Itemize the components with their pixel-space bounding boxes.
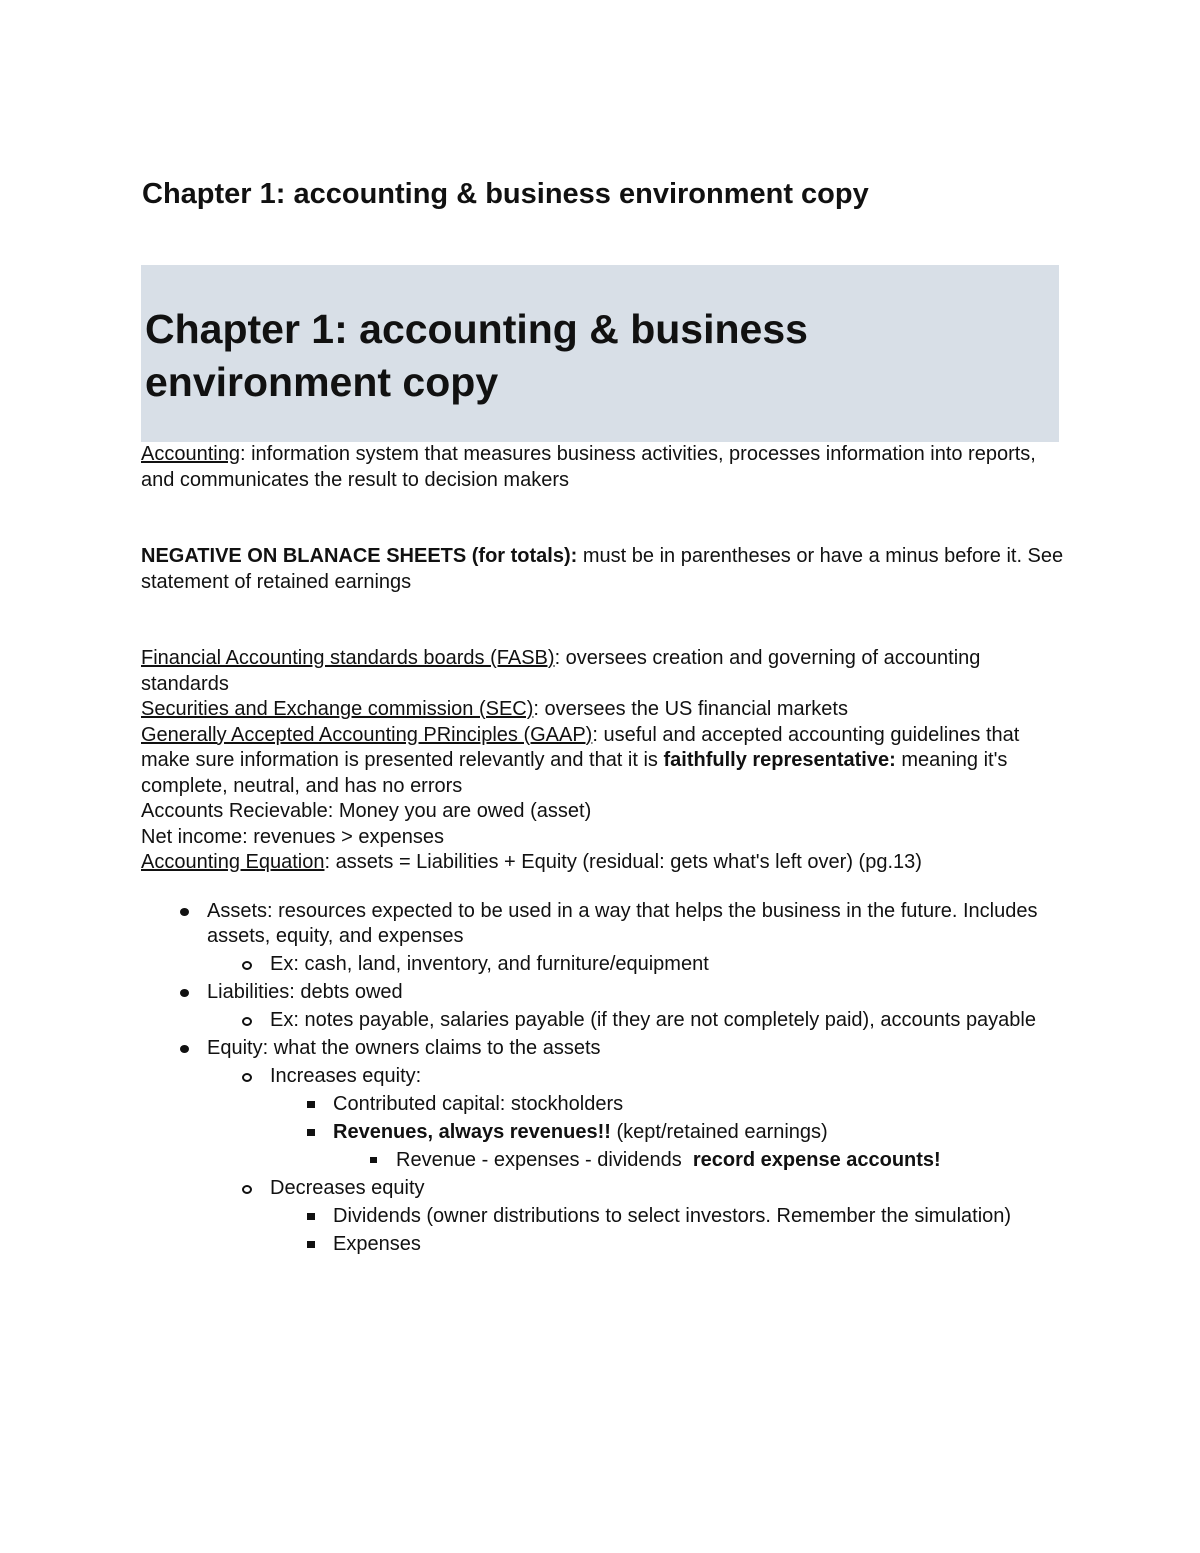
bullet-circle-icon: [242, 1017, 252, 1026]
accounting-def-text: : information system that measures business activities, processes information into reports, and communicates the result to decision makers: [141, 443, 1036, 491]
bullet-square-icon: [307, 1101, 315, 1108]
negative-text: must be in parentheses or have a minus before it. See statement of retained earnings: [141, 545, 1064, 593]
net-income-line: Net income: revenues > expenses: [141, 825, 444, 848]
bullet-square-icon: [307, 1241, 315, 1248]
list-item-liabilities: Liabilities: debts owed: [141, 980, 1066, 1006]
accounts-receivable-line: Accounts Recievable: Money you are owed (asset): [141, 800, 592, 822]
title-banner: [141, 265, 1059, 442]
list-item-decreases-equity: Decreases equity: [141, 1176, 1066, 1202]
bullet-square-icon: [370, 1157, 377, 1163]
equation-def-text: : assets = Liabilities + Equity (residual: gets what's left over) (pg.13): [324, 851, 922, 873]
list-item-assets-example: Ex: cash, land, inventory, and furniture/equipment: [141, 952, 1066, 978]
bullet-square-icon: [307, 1129, 315, 1136]
list-item-revenues: Revenues, always revenues!! (kept/retained earnings): [141, 1120, 1066, 1146]
list-item-liabilities-example: Ex: notes payable, salaries payable (if they are not completely paid), accounts payable: [141, 1008, 1066, 1034]
equation-term: Accounting Equation: [141, 851, 325, 873]
list-item-equity: Equity: what the owners claims to the assets: [141, 1036, 1066, 1062]
bullet-disc-icon: [180, 1045, 189, 1053]
negative-balance-note: [141, 544, 1066, 595]
page-title: Chapter 1: accounting & business environment copy: [142, 178, 869, 210]
bullet-circle-icon: [242, 1185, 252, 1194]
bullet-disc-icon: [180, 989, 189, 997]
list-item-expenses: Expenses: [141, 1232, 1066, 1258]
gaap-bold-phrase: faithfully representative:: [663, 749, 896, 771]
list-item-assets: Assets: resources expected to be used in a way that helps the business in the future. Includes assets, equity, and expenses: [141, 899, 1066, 950]
bullet-circle-icon: [242, 1073, 252, 1082]
banner-title: Chapter 1: accounting & business environment copy: [145, 306, 808, 405]
gaap-def-text: : useful and accepted accounting guidelines that make sure information is presented relevantly and that it is: [141, 723, 1020, 771]
gaap-term: Generally Accepted Accounting PRinciples (GAAP): [141, 723, 593, 746]
bullet-circle-icon: [242, 961, 252, 970]
bullet-disc-icon: [180, 908, 189, 916]
fasb-term: Financial Accounting standards boards (FASB): [141, 647, 555, 669]
gaap-end-text: meaning it's complete, neutral, and has no errors: [141, 749, 1008, 797]
list-item-contributed-capital: Contributed capital: stockholders: [141, 1092, 1066, 1118]
accounting-term: Accounting: [141, 443, 240, 465]
notes-body: [141, 442, 1066, 1260]
bullet-square-icon: [307, 1213, 315, 1220]
equation-components-list: [141, 899, 1066, 1258]
accounting-definition: [141, 442, 1066, 493]
negative-heading: NEGATIVE ON BLANACE SHEETS (for totals):: [141, 545, 578, 567]
fasb-definition: [141, 646, 1066, 697]
accounting-equation-line: [141, 850, 1066, 876]
sec-term: Securities and Exchange commission (SEC): [141, 698, 534, 720]
sec-def-text: : oversees the US financial markets: [533, 698, 848, 720]
fasb-def-text: : oversees creation and governing of accounting standards: [141, 647, 981, 695]
list-item-dividends: Dividends (owner distributions to select investors. Remember the simulation): [141, 1204, 1066, 1230]
sec-definition: [141, 697, 1066, 723]
list-item-increases-equity: Increases equity:: [141, 1064, 1066, 1090]
gaap-definition: [141, 723, 1066, 800]
list-item-revenue-formula: Revenue - expenses - dividends record expense accounts!: [141, 1148, 1066, 1174]
